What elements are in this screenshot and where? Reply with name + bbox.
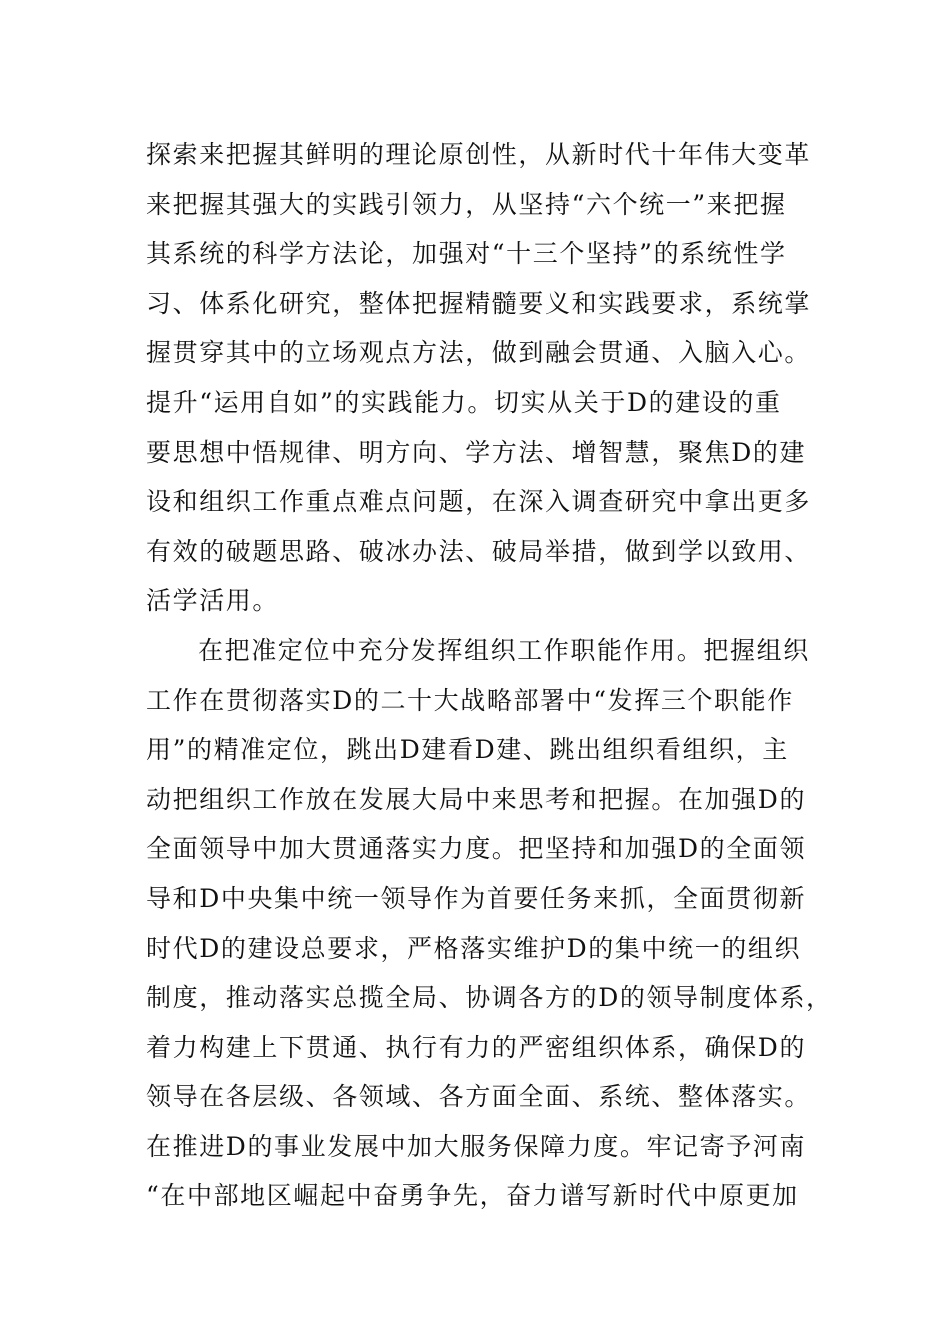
text-line: “在中部地区崛起中奋勇争先，奋力谱写新时代中原更加 [146,1181,799,1211]
text-line: 动把组织工作放在发展大局中来思考和把握。在加强D的 [146,784,807,814]
text-line: 全面领导中加大贯通落实力度。把坚持和加强D的全面领 [146,834,807,864]
text-line: 用”的精准定位，跳出D建看D建、跳出组织看组织，主 [146,735,789,765]
text-line: 探索来把握其鲜明的理论原创性，从新时代十年伟大变革 [146,140,812,169]
text-line: 要思想中悟规律、明方向、学方法、增智慧，聚焦D的建 [146,437,807,467]
text-line: 时代D的建设总要求，严格落实维护D的集中统一的组织 [146,933,802,963]
text-line: 有效的破题思路、破冰办法、破局举措，做到学以致用、 [146,536,812,566]
text-line: 来把握其强大的实践引领力，从坚持“六个统一”来把握 [146,189,787,219]
text-line: 工作在贯彻落实D的二十大战略部署中“发挥三个职能作 [146,685,794,715]
text-line: 领导在各层级、各领域、各方面全面、系统、整体落实。 [146,1082,812,1112]
text-line: 提升“运用自如”的实践能力。切实从关于D的建设的重 [146,387,782,417]
text-line: 其系统的科学方法论，加强对“十三个坚持”的系统性学 [146,239,787,269]
text-line: 握贯穿其中的立场观点方法，做到融会贯通、入脑入心。 [146,338,812,368]
text-line: 在推进D的事业发展中加大服务保障力度。牢记寄予河南 [146,1131,807,1161]
body-text [146,130,833,1221]
text-line: 导和D中央集中统一领导作为首要任务来抓，全面贯彻新 [146,883,807,913]
text-line: 制度，推动落实总揽全局、协调各方的D的领导制度体系， [146,983,833,1013]
text-line: 活学活用。 [146,586,280,616]
text-line: 习、体系化研究，整体把握精髓要义和实践要求，系统掌 [146,288,812,318]
text-line: 着力构建上下贯通、执行有力的严密组织体系，确保D的 [146,1032,807,1062]
paragraph-first-line: 在把准定位中充分发挥组织工作职能作用。把握组织 [198,635,810,665]
text-line: 设和组织工作重点难点问题，在深入调查研究中拿出更多 [146,487,812,517]
